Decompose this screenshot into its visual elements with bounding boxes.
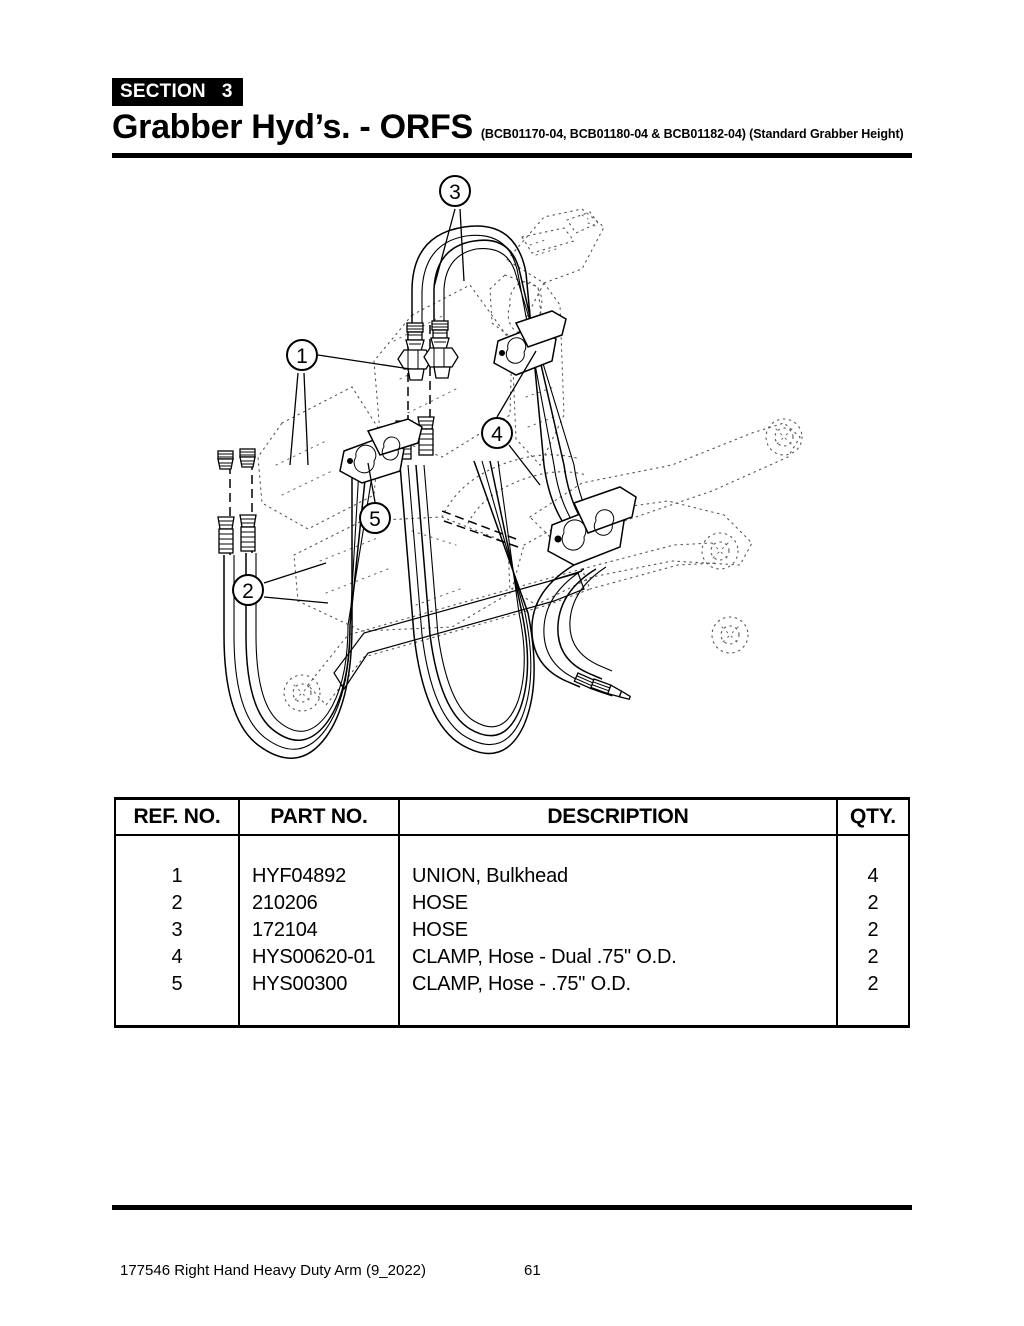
section-number: 3 — [221, 81, 233, 102]
callout-1 — [287, 340, 317, 370]
phantom-machine-outline — [258, 209, 802, 711]
header-double-rule — [115, 835, 909, 863]
cell-qty: 2 — [837, 971, 909, 998]
column-header-part: PART NO. — [239, 799, 399, 836]
table-row — [115, 863, 909, 890]
section-label: SECTION — [120, 81, 206, 102]
column-header-qty: QTY. — [837, 799, 909, 836]
footer-divider — [112, 1205, 912, 1210]
svg-text:4: 4 — [491, 423, 503, 446]
footer-document-title: 177546 Right Hand Heavy Duty Arm (9_2022) — [120, 1262, 427, 1279]
cell-qty: 2 — [837, 917, 909, 944]
table-header-row — [115, 799, 909, 836]
callout-bubbles — [233, 176, 512, 605]
cell-description: CLAMP, Hose - .75" O.D. — [399, 971, 837, 998]
page-header — [112, 78, 912, 146]
table-row — [115, 917, 909, 944]
cell-ref: 1 — [115, 863, 239, 890]
column-header-description: DESCRIPTION — [399, 799, 837, 836]
cell-qty: 2 — [837, 890, 909, 917]
hose-run-lower-right — [532, 565, 632, 701]
cell-part: HYS00620-01 — [239, 944, 399, 971]
svg-text:5: 5 — [369, 508, 381, 531]
cell-part: 210206 — [239, 890, 399, 917]
cell-qty: 4 — [837, 863, 909, 890]
callout-5 — [360, 503, 390, 533]
header-divider — [112, 153, 912, 158]
parts-table — [114, 797, 910, 1028]
hose-fitting-cluster-top — [398, 321, 458, 380]
svg-text:2: 2 — [242, 580, 254, 603]
callout-leader-lines — [264, 209, 540, 603]
callout-2 — [233, 575, 263, 605]
svg-text:3: 3 — [449, 181, 461, 204]
cell-ref: 3 — [115, 917, 239, 944]
callout-3 — [440, 176, 470, 206]
page-title: Grabber Hyd’s. - ORFS — [112, 108, 473, 146]
page-footer — [120, 1262, 920, 1279]
cell-ref: 2 — [115, 890, 239, 917]
cell-ref: 5 — [115, 971, 239, 998]
cell-qty: 2 — [837, 944, 909, 971]
page-subtitle: (BCB01170-04, BCB01180-04 & BCB01182-04) (Standard Grabber Height) — [480, 126, 904, 141]
cell-ref: 4 — [115, 944, 239, 971]
svg-text:1: 1 — [296, 345, 308, 368]
column-header-ref: REF. NO. — [115, 799, 239, 836]
cell-part: HYS00300 — [239, 971, 399, 998]
table-row — [115, 890, 909, 917]
table-empty-space — [115, 998, 909, 1027]
cell-description: HOSE — [399, 917, 837, 944]
callout-4 — [482, 418, 512, 448]
cell-part: 172104 — [239, 917, 399, 944]
cell-description: HOSE — [399, 890, 837, 917]
parts-diagram — [112, 165, 912, 785]
footer-page-number: 61 — [524, 1262, 541, 1279]
section-badge — [112, 78, 243, 106]
cell-part: HYF04892 — [239, 863, 399, 890]
hose-group-2 — [224, 451, 534, 758]
table-row — [115, 971, 909, 998]
hose-clamp-dual — [494, 311, 636, 565]
table-row — [115, 944, 909, 971]
cell-description: UNION, Bulkhead — [399, 863, 837, 890]
cell-description: CLAMP, Hose - Dual .75" O.D. — [399, 944, 837, 971]
